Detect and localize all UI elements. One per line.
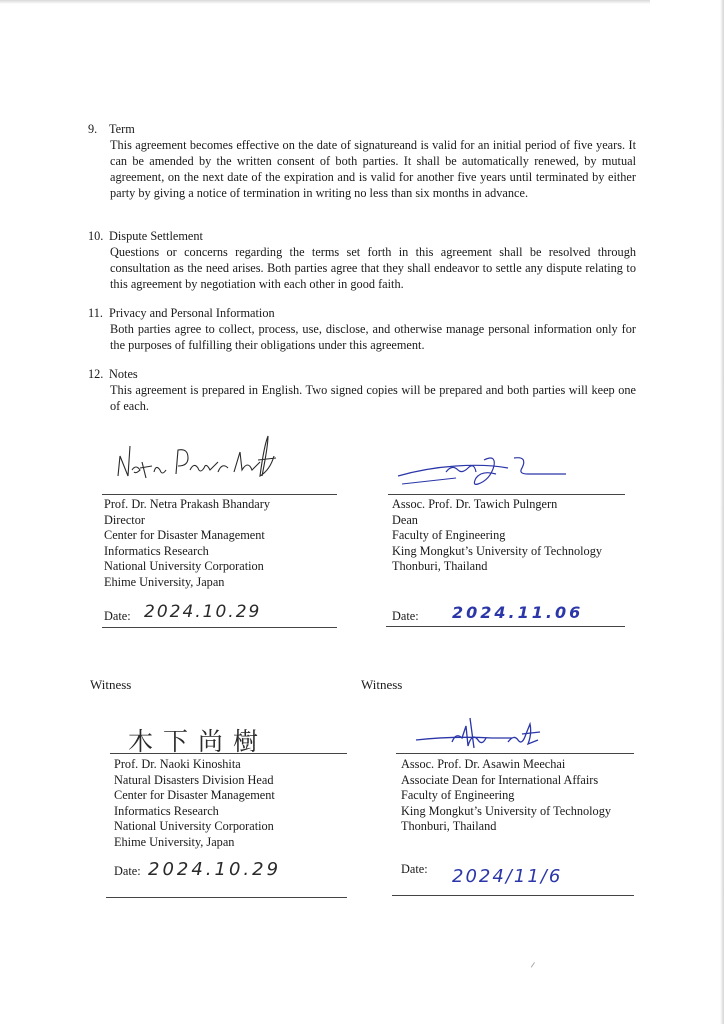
signatory-details bbox=[104, 497, 270, 590]
witness-org-line: Center for Disaster Management bbox=[114, 788, 275, 802]
scan-edge-top bbox=[0, 0, 650, 4]
signatory-title: Dean bbox=[392, 512, 418, 527]
signatory-org-line: Thonburi, Thailand bbox=[392, 559, 488, 573]
signature-line bbox=[396, 753, 634, 754]
signature-bhandary bbox=[112, 432, 282, 494]
clause-heading bbox=[88, 121, 636, 137]
scan-edge-right bbox=[720, 0, 724, 1024]
witness-org-line: Thonburi, Thailand bbox=[401, 819, 497, 833]
date-line bbox=[102, 627, 337, 628]
clause-number: 11. bbox=[88, 306, 103, 320]
signature-meechai bbox=[412, 712, 562, 756]
witness-title: Associate Dean for International Affairs bbox=[401, 772, 599, 787]
signatory-org-line: King Mongkut’s University of Technology bbox=[392, 543, 602, 558]
witness-org-line: Ehime University, Japan bbox=[114, 834, 235, 849]
witness-label: Witness bbox=[90, 677, 132, 692]
handwritten-date: 2024/11/6 bbox=[452, 866, 563, 887]
date-line bbox=[106, 897, 347, 898]
witness-title: Natural Disasters Division Head bbox=[114, 772, 274, 787]
signatory-org-line: Ehime University, Japan bbox=[104, 574, 225, 589]
witness-org-line: National University Corporation bbox=[114, 819, 274, 833]
signature-kinoshita: 木下尚樹 bbox=[128, 727, 269, 756]
clause-number: 10. bbox=[88, 229, 104, 243]
signature-line bbox=[388, 494, 625, 495]
clause-body: This agreement becomes effective on the date of signatureand is valid for an initial period of five years. It can be amended by the written consent of both parties. It shall be automatically renewed, by mutual agreement, on the next date of the expiration and is valid for another five years until terminated by either party by giving a notice of termination in writing no less than six months in advance. bbox=[110, 138, 636, 200]
clause-heading bbox=[88, 228, 636, 244]
date-label: Date: bbox=[392, 609, 419, 623]
witness-name: Assoc. Prof. Dr. Asawin Meechai bbox=[401, 757, 566, 771]
clause-title: Privacy and Personal Information bbox=[109, 306, 275, 320]
clause-title: Dispute Settlement bbox=[109, 229, 203, 243]
witness-org-line: Faculty of Engineering bbox=[401, 788, 515, 802]
clause-number: 9. bbox=[88, 122, 98, 136]
clause-body: Questions or concerns regarding the terms set forth in this agreement shall be resolved through consultation as the need arises. Both parties agree that they shall endeavor to settle any dispute relating to this agreement by negotiation with each other in good faith. bbox=[110, 245, 636, 291]
clause-dispute-settlement bbox=[88, 228, 636, 292]
handwritten-date: 2024.10.29 bbox=[144, 602, 262, 622]
date-line bbox=[386, 626, 625, 627]
signatory-org-line: National University Corporation bbox=[104, 559, 264, 573]
signatory-name: Assoc. Prof. Dr. Tawich Pulngern bbox=[392, 497, 558, 511]
signatory-org-line: Informatics Research bbox=[104, 543, 209, 558]
clause-body: This agreement is prepared in English. Two signed copies will be prepared and both parties will keep one of each. bbox=[110, 383, 636, 413]
clause-title: Notes bbox=[109, 367, 138, 381]
witness-org-line: Informatics Research bbox=[114, 803, 219, 818]
clause-title: Term bbox=[109, 122, 135, 136]
signatory-name: Prof. Dr. Netra Prakash Bhandary bbox=[104, 497, 270, 511]
witness-name: Prof. Dr. Naoki Kinoshita bbox=[114, 757, 241, 771]
signatory-details bbox=[392, 497, 602, 575]
clause-body: Both parties agree to collect, process, use, disclose, and otherwise manage personal information only for the purposes of fulfilling their obligations under this agreement. bbox=[110, 322, 636, 352]
date-label: Date: bbox=[104, 609, 131, 623]
scan-speck bbox=[531, 962, 539, 970]
signatory-org-line: Faculty of Engineering bbox=[392, 528, 506, 542]
date-line bbox=[392, 895, 634, 896]
signatory-title: Director bbox=[104, 512, 145, 527]
signature-line bbox=[110, 753, 347, 754]
witness-details bbox=[401, 757, 611, 835]
date-label: Date: bbox=[401, 862, 428, 876]
signatory-org-line: Center for Disaster Management bbox=[104, 528, 265, 542]
signature-line bbox=[102, 494, 337, 495]
clause-heading bbox=[88, 305, 636, 321]
handwritten-date: 2024.10.29 bbox=[148, 859, 282, 880]
date-label: Date: bbox=[114, 864, 141, 878]
clause-privacy bbox=[88, 305, 636, 353]
clause-notes bbox=[88, 366, 636, 414]
clause-heading bbox=[88, 366, 636, 382]
handwritten-date: 2024.11.06 bbox=[452, 603, 584, 622]
witness-label: Witness bbox=[361, 677, 403, 692]
signature-pulngern bbox=[396, 446, 576, 496]
clause-number: 12. bbox=[88, 367, 104, 381]
witness-org-line: King Mongkut’s University of Technology bbox=[401, 803, 611, 818]
clause-term bbox=[88, 121, 636, 201]
witness-details bbox=[114, 757, 275, 850]
